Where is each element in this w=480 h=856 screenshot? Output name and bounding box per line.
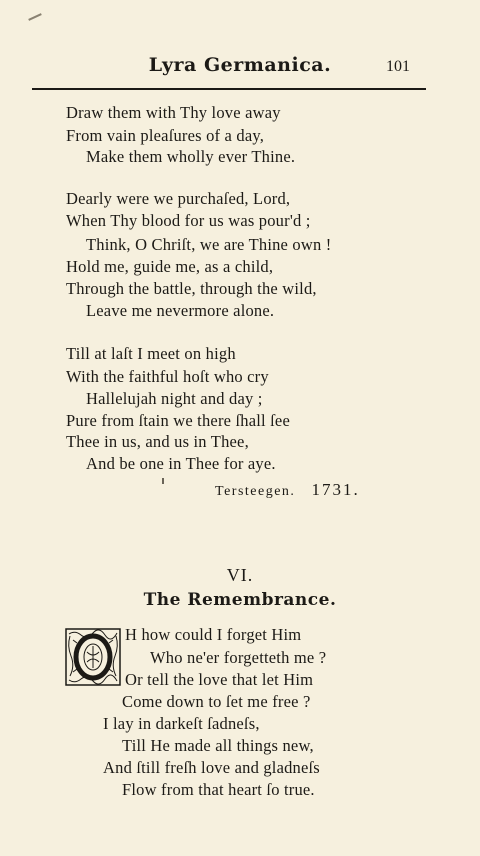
verse-line: Flow from that heart ſo true. [122, 780, 315, 799]
verse-line: Who ne'er forgetteth me ? [150, 648, 327, 667]
verse-line: Thee in us, and us in Thee, [66, 432, 249, 451]
verse-line: I lay in darkeſt ſadneſs, [103, 714, 260, 733]
header-rule [32, 88, 426, 90]
page-number: 101 [386, 58, 410, 75]
verse-line: Draw them with Thy love away [66, 103, 281, 122]
poem-title: The Remembrance. [143, 590, 337, 610]
verse-line: Or tell the love that let Him [125, 670, 314, 689]
verse-line: Hold me, guide me, as a child, [66, 257, 274, 276]
verse-line: And be one in Thee for aye. [86, 454, 276, 473]
attribution-year: 1731. [311, 480, 360, 499]
decorated-initial [65, 628, 121, 686]
verse-line: Leave me nevermore alone. [86, 301, 275, 320]
verse-line: Pure from ſtain we there ſhall ſee [66, 411, 290, 430]
verse-line: And ſtill freſh love and gladneſs [103, 758, 320, 777]
attribution [215, 480, 360, 500]
verse-line: Hallelujah night and day ; [86, 389, 263, 408]
page-mark [28, 13, 42, 21]
verse-line: H how could I forget Him [125, 625, 302, 644]
printer-mark [162, 478, 164, 484]
verse-line: When Thy blood for us was pour'd ; [66, 211, 311, 230]
verse-line: Till He made all things new, [122, 736, 314, 755]
verse-line: Come down to ſet me free ? [122, 692, 311, 711]
running-title: Lyra Germanica. [148, 54, 332, 76]
author-name: Tersteegen. [215, 484, 296, 499]
verse-line: Think, O Chriſt, we are Thine own ! [86, 235, 332, 254]
ornamental-o-icon [65, 628, 121, 686]
verse-line: Make them wholly ever Thine. [86, 147, 296, 166]
verse-line: From vain pleaſures of a day, [66, 126, 265, 145]
verse-line: Through the battle, through the wild, [66, 279, 317, 298]
poem-number: VI. [226, 565, 254, 585]
verse-line: Dearly were we purchaſed, Lord, [66, 189, 291, 208]
verse-line: Till at laſt I meet on high [66, 344, 236, 363]
verse-line: With the faithful hoſt who cry [66, 367, 269, 386]
